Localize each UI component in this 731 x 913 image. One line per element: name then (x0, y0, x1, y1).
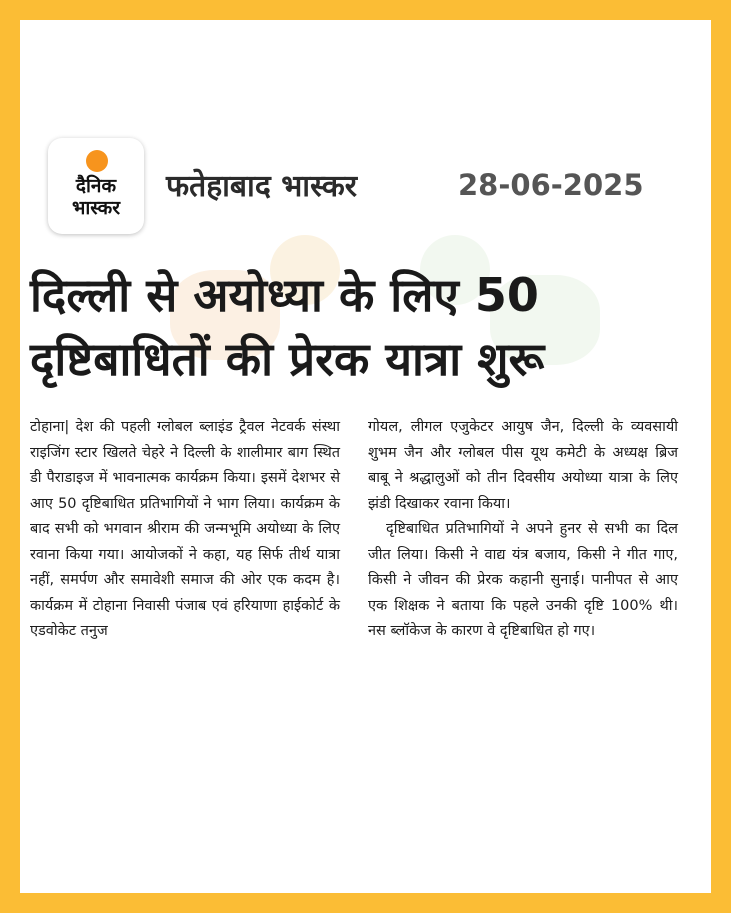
clipping-header (48, 138, 668, 238)
headline-line2: दृष्टिबाधितों की प्रेरक यात्रा शुरू (30, 332, 545, 386)
sun-icon (86, 150, 108, 172)
article-paragraph: गोयल, लीगल एजुकेटर आयुष जैन, दिल्ली के व्यवसायी शुभम जैन और ग्लोबल पीस यूथ कमेटी के अध्यक्ष ब्रिज बाबू ने श्रद्धालुओं को तीन दिवसीय अयोध्या यात्रा के लिए झंडी दिखाकर रवाना किया। (368, 419, 678, 512)
headline-line1: दिल्ली से अयोध्या के लिए 50 (30, 268, 539, 322)
article-column-right (368, 415, 678, 645)
article-body (30, 415, 678, 645)
logo-text-line1: दैनिक (75, 175, 117, 197)
dainik-bhaskar-logo (48, 138, 144, 234)
logo-text-line2: भास्कर (71, 197, 121, 219)
edition-name: फतेहाबाद भास्कर (166, 169, 358, 204)
article-paragraph: दृष्टिबाधित प्रतिभागियों ने अपने हुनर से सभी का दिल जीत लिया। किसी ने वाद्य यंत्र बजाय, किसी ने गीत गाए, किसी ने जीवन की प्रेरक कहानी सुनाई। पानीपत से आए एक शिक्षक ने बताया कि पहले उनकी दृष्टि 100% थी। नस ब्लॉकेज के कारण वे दृष्टिबाधित हो गए। (368, 521, 678, 639)
article-paragraph: टोहाना| देश की पहली ग्लोबल ब्लाइंड ट्रैवल नेटवर्क संस्था राइजिंग स्टार खिलते चेहरे ने दिल्ली के शालीमार बाग स्थित डी पैराडाइज में भावनात्मक कार्यक्रम किया। इसमें देशभर से आए 50 दृष्टिबाधित प्रतिभागियों ने भाग लिया। कार्यक्रम के बाद सभी को भगवान श्रीराम की जन्मभूमि अयोध्या के लिए रवाना किया गया। आयोजकों ने कहा, यह सिर्फ तीर्थ यात्रा नहीं, समर्पण और समावेशी समाज की ओर एक कदम है। कार्यक्रम में टोहाना निवासी पंजाब एवं हरियाणा हाईकोर्ट के एडवोकेट तनुज (30, 419, 340, 639)
article-column-left (30, 415, 340, 645)
article-headline (30, 263, 670, 391)
publication-date: 28-06-2025 (458, 168, 644, 202)
